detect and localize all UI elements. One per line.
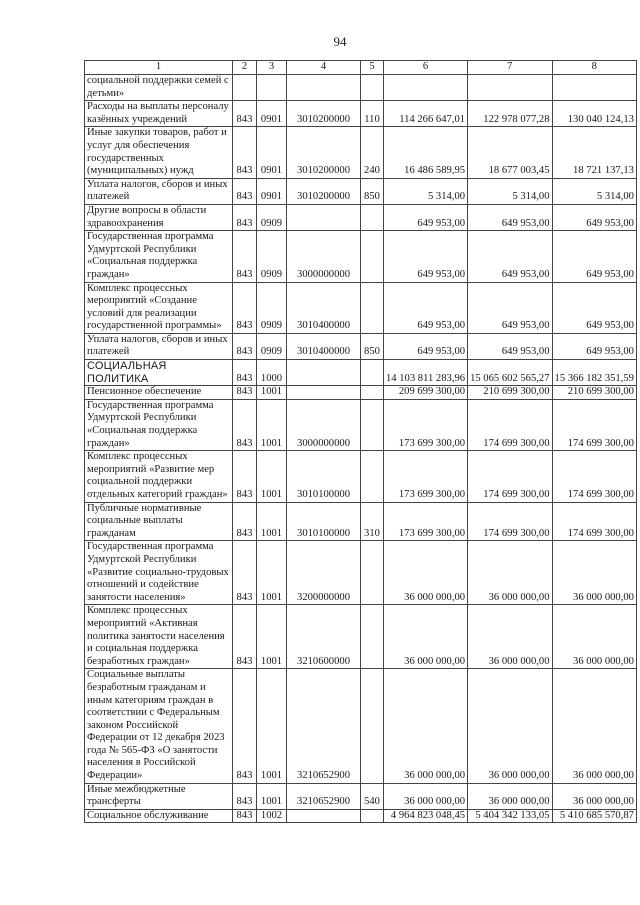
row-target-code: 3010200000 [287, 127, 361, 178]
row-ministry-code [233, 75, 257, 101]
row-section-code: 1000 [257, 360, 287, 386]
row-ministry-code: 843 [233, 451, 257, 502]
row-amount-col6: 16 486 589,95 [384, 127, 468, 178]
row-amount-col6: 209 699 300,00 [384, 386, 468, 400]
row-amount-col8: 174 699 300,00 [552, 451, 636, 502]
row-ministry-code: 843 [233, 502, 257, 541]
row-target-code [287, 386, 361, 400]
row-name: Государственная программа Удмуртской Республики «Социальная поддержка граждан» [85, 399, 233, 450]
header-col-2: 2 [233, 61, 257, 75]
header-col-3: 3 [257, 61, 287, 75]
table-row [85, 502, 637, 541]
row-section-code: 1001 [257, 399, 287, 450]
row-name: СОЦИАЛЬНАЯ ПОЛИТИКА [85, 360, 233, 386]
row-amount-col8: 649 953,00 [552, 204, 636, 230]
row-name: Другие вопросы в области здравоохранения [85, 204, 233, 230]
row-amount-col6: 36 000 000,00 [384, 669, 468, 783]
row-section-code: 1001 [257, 541, 287, 605]
row-expense-type [361, 541, 384, 605]
table-row [85, 360, 637, 386]
row-section-code: 0909 [257, 282, 287, 333]
row-amount-col7: 36 000 000,00 [468, 669, 552, 783]
row-amount-col6: 14 103 811 283,96 [384, 360, 468, 386]
page-number: 94 [333, 34, 347, 49]
row-amount-col6: 649 953,00 [384, 333, 468, 359]
table-row [85, 783, 637, 809]
row-expense-type [361, 451, 384, 502]
row-amount-col6: 5 314,00 [384, 178, 468, 204]
row-amount-col8 [552, 75, 636, 101]
row-target-code: 3000000000 [287, 231, 361, 282]
row-amount-col7: 36 000 000,00 [468, 605, 552, 669]
row-amount-col8: 36 000 000,00 [552, 605, 636, 669]
row-amount-col7: 122 978 077,28 [468, 101, 552, 127]
row-ministry-code: 843 [233, 399, 257, 450]
row-amount-col8: 5 410 685 570,87 [552, 809, 636, 823]
row-amount-col6: 649 953,00 [384, 204, 468, 230]
row-name: Комплекс процессных мероприятий «Активная политика занятости населения и социальная поддержка безработных граждан» [85, 605, 233, 669]
row-target-code: 3200000000 [287, 541, 361, 605]
row-name: Публичные нормативные социальные выплаты гражданам [85, 502, 233, 541]
row-expense-type [361, 360, 384, 386]
row-name: Иные закупки товаров, работ и услуг для обеспечения государственных (муниципальных) нужд [85, 127, 233, 178]
table-row [85, 386, 637, 400]
row-name: Комплекс процессных мероприятий «Развитие мер социальной поддержки отдельных категорий граждан» [85, 451, 233, 502]
table-row [85, 399, 637, 450]
row-expense-type [361, 204, 384, 230]
row-amount-col6: 4 964 823 048,45 [384, 809, 468, 823]
row-ministry-code: 843 [233, 783, 257, 809]
row-amount-col7: 36 000 000,00 [468, 783, 552, 809]
row-expense-type: 240 [361, 127, 384, 178]
row-ministry-code: 843 [233, 669, 257, 783]
row-expense-type [361, 605, 384, 669]
row-section-code: 0901 [257, 127, 287, 178]
row-target-code: 3010400000 [287, 333, 361, 359]
row-section-code: 0901 [257, 178, 287, 204]
header-col-7: 7 [468, 61, 552, 75]
row-section-code: 1001 [257, 502, 287, 541]
row-amount-col6: 36 000 000,00 [384, 783, 468, 809]
row-amount-col6: 173 699 300,00 [384, 451, 468, 502]
row-name: Государственная программа Удмуртской Республики «Развитие социально-трудовых отношений и содействие занятости населения» [85, 541, 233, 605]
row-section-code: 0901 [257, 101, 287, 127]
row-amount-col7: 174 699 300,00 [468, 451, 552, 502]
row-amount-col8: 649 953,00 [552, 282, 636, 333]
row-target-code [287, 809, 361, 823]
row-name: Уплата налогов, сборов и иных платежей [85, 333, 233, 359]
row-amount-col8: 174 699 300,00 [552, 502, 636, 541]
header-col-6: 6 [384, 61, 468, 75]
row-target-code: 3210652900 [287, 783, 361, 809]
row-amount-col7: 649 953,00 [468, 282, 552, 333]
row-target-code: 3010100000 [287, 502, 361, 541]
row-amount-col8: 649 953,00 [552, 231, 636, 282]
row-expense-type [361, 231, 384, 282]
header-col-4: 4 [287, 61, 361, 75]
row-target-code [287, 204, 361, 230]
row-amount-col7: 649 953,00 [468, 333, 552, 359]
row-expense-type [361, 75, 384, 101]
row-amount-col7: 5 314,00 [468, 178, 552, 204]
row-amount-col6: 649 953,00 [384, 231, 468, 282]
row-expense-type [361, 386, 384, 400]
row-expense-type: 850 [361, 178, 384, 204]
row-amount-col8: 210 699 300,00 [552, 386, 636, 400]
row-name: социальной поддержки семей с детьми» [85, 75, 233, 101]
row-ministry-code: 843 [233, 101, 257, 127]
row-ministry-code: 843 [233, 282, 257, 333]
row-amount-col8: 36 000 000,00 [552, 541, 636, 605]
row-target-code: 3010200000 [287, 101, 361, 127]
row-section-code: 0909 [257, 333, 287, 359]
row-amount-col7: 649 953,00 [468, 231, 552, 282]
row-name: Государственная программа Удмуртской Республики «Социальная поддержка граждан» [85, 231, 233, 282]
table-row [85, 669, 637, 783]
header-col-5: 5 [361, 61, 384, 75]
row-name: Социальное обслуживание [85, 809, 233, 823]
table-row [85, 127, 637, 178]
header-row [85, 61, 637, 75]
row-ministry-code: 843 [233, 178, 257, 204]
row-ministry-code: 843 [233, 231, 257, 282]
row-name: Комплекс процессных мероприятий «Создание условий для реализации государственной программы» [85, 282, 233, 333]
row-expense-type [361, 809, 384, 823]
row-expense-type [361, 669, 384, 783]
row-amount-col8: 174 699 300,00 [552, 399, 636, 450]
row-amount-col6: 173 699 300,00 [384, 502, 468, 541]
row-amount-col6: 36 000 000,00 [384, 541, 468, 605]
row-ministry-code: 843 [233, 386, 257, 400]
row-amount-col8: 36 000 000,00 [552, 669, 636, 783]
row-amount-col7: 5 404 342 133,05 [468, 809, 552, 823]
row-ministry-code: 843 [233, 605, 257, 669]
header-col-1: 1 [85, 61, 233, 75]
row-amount-col7: 174 699 300,00 [468, 399, 552, 450]
row-amount-col8: 18 721 137,13 [552, 127, 636, 178]
row-amount-col8: 36 000 000,00 [552, 783, 636, 809]
row-target-code: 3010400000 [287, 282, 361, 333]
row-section-code: 1002 [257, 809, 287, 823]
row-target-code: 3010100000 [287, 451, 361, 502]
table-row [85, 204, 637, 230]
row-amount-col7: 36 000 000,00 [468, 541, 552, 605]
row-amount-col7: 649 953,00 [468, 204, 552, 230]
row-name: Иные межбюджетные трансферты [85, 783, 233, 809]
row-target-code: 3000000000 [287, 399, 361, 450]
row-expense-type: 110 [361, 101, 384, 127]
row-expense-type: 850 [361, 333, 384, 359]
table-row [85, 809, 637, 823]
row-expense-type [361, 282, 384, 333]
row-name: Пенсионное обеспечение [85, 386, 233, 400]
table-row [85, 333, 637, 359]
row-section-code: 1001 [257, 451, 287, 502]
table-row [85, 178, 637, 204]
row-target-code [287, 360, 361, 386]
row-section-code: 0909 [257, 231, 287, 282]
row-section-code: 1001 [257, 783, 287, 809]
row-amount-col6: 649 953,00 [384, 282, 468, 333]
row-expense-type: 540 [361, 783, 384, 809]
row-amount-col7 [468, 75, 552, 101]
row-target-code [287, 75, 361, 101]
row-ministry-code: 843 [233, 541, 257, 605]
row-ministry-code: 843 [233, 127, 257, 178]
table-row [85, 451, 637, 502]
row-amount-col8: 5 314,00 [552, 178, 636, 204]
row-section-code: 0909 [257, 204, 287, 230]
row-amount-col6: 173 699 300,00 [384, 399, 468, 450]
row-name: Расходы на выплаты персоналу казённых учреждений [85, 101, 233, 127]
row-amount-col8: 649 953,00 [552, 333, 636, 359]
table-row [85, 541, 637, 605]
row-name: Уплата налогов, сборов и иных платежей [85, 178, 233, 204]
table-row [85, 605, 637, 669]
row-target-code: 3210652900 [287, 669, 361, 783]
row-amount-col8: 15 366 182 351,59 [552, 360, 636, 386]
row-section-code: 1001 [257, 605, 287, 669]
row-expense-type: 310 [361, 502, 384, 541]
row-ministry-code: 843 [233, 809, 257, 823]
row-ministry-code: 843 [233, 204, 257, 230]
row-ministry-code: 843 [233, 360, 257, 386]
row-amount-col7: 18 677 003,45 [468, 127, 552, 178]
table-row [85, 282, 637, 333]
table-row [85, 101, 637, 127]
row-amount-col6: 36 000 000,00 [384, 605, 468, 669]
row-name: Социальные выплаты безработным гражданам и иным категориям граждан в соответствии с Федеральным законом Российской Федерации от 12 декабря 2023 года № 565-ФЗ «О занятости населения в Российской Федерации» [85, 669, 233, 783]
row-amount-col6: 114 266 647,01 [384, 101, 468, 127]
row-section-code: 1001 [257, 386, 287, 400]
table-row [85, 231, 637, 282]
row-section-code [257, 75, 287, 101]
row-amount-col7: 174 699 300,00 [468, 502, 552, 541]
budget-table [84, 60, 637, 823]
row-amount-col8: 130 040 124,13 [552, 101, 636, 127]
row-amount-col7: 15 065 602 565,27 [468, 360, 552, 386]
row-amount-col6 [384, 75, 468, 101]
table-row [85, 75, 637, 101]
row-expense-type [361, 399, 384, 450]
row-target-code: 3010200000 [287, 178, 361, 204]
row-amount-col7: 210 699 300,00 [468, 386, 552, 400]
header-col-8: 8 [552, 61, 636, 75]
row-target-code: 3210600000 [287, 605, 361, 669]
row-ministry-code: 843 [233, 333, 257, 359]
row-section-code: 1001 [257, 669, 287, 783]
